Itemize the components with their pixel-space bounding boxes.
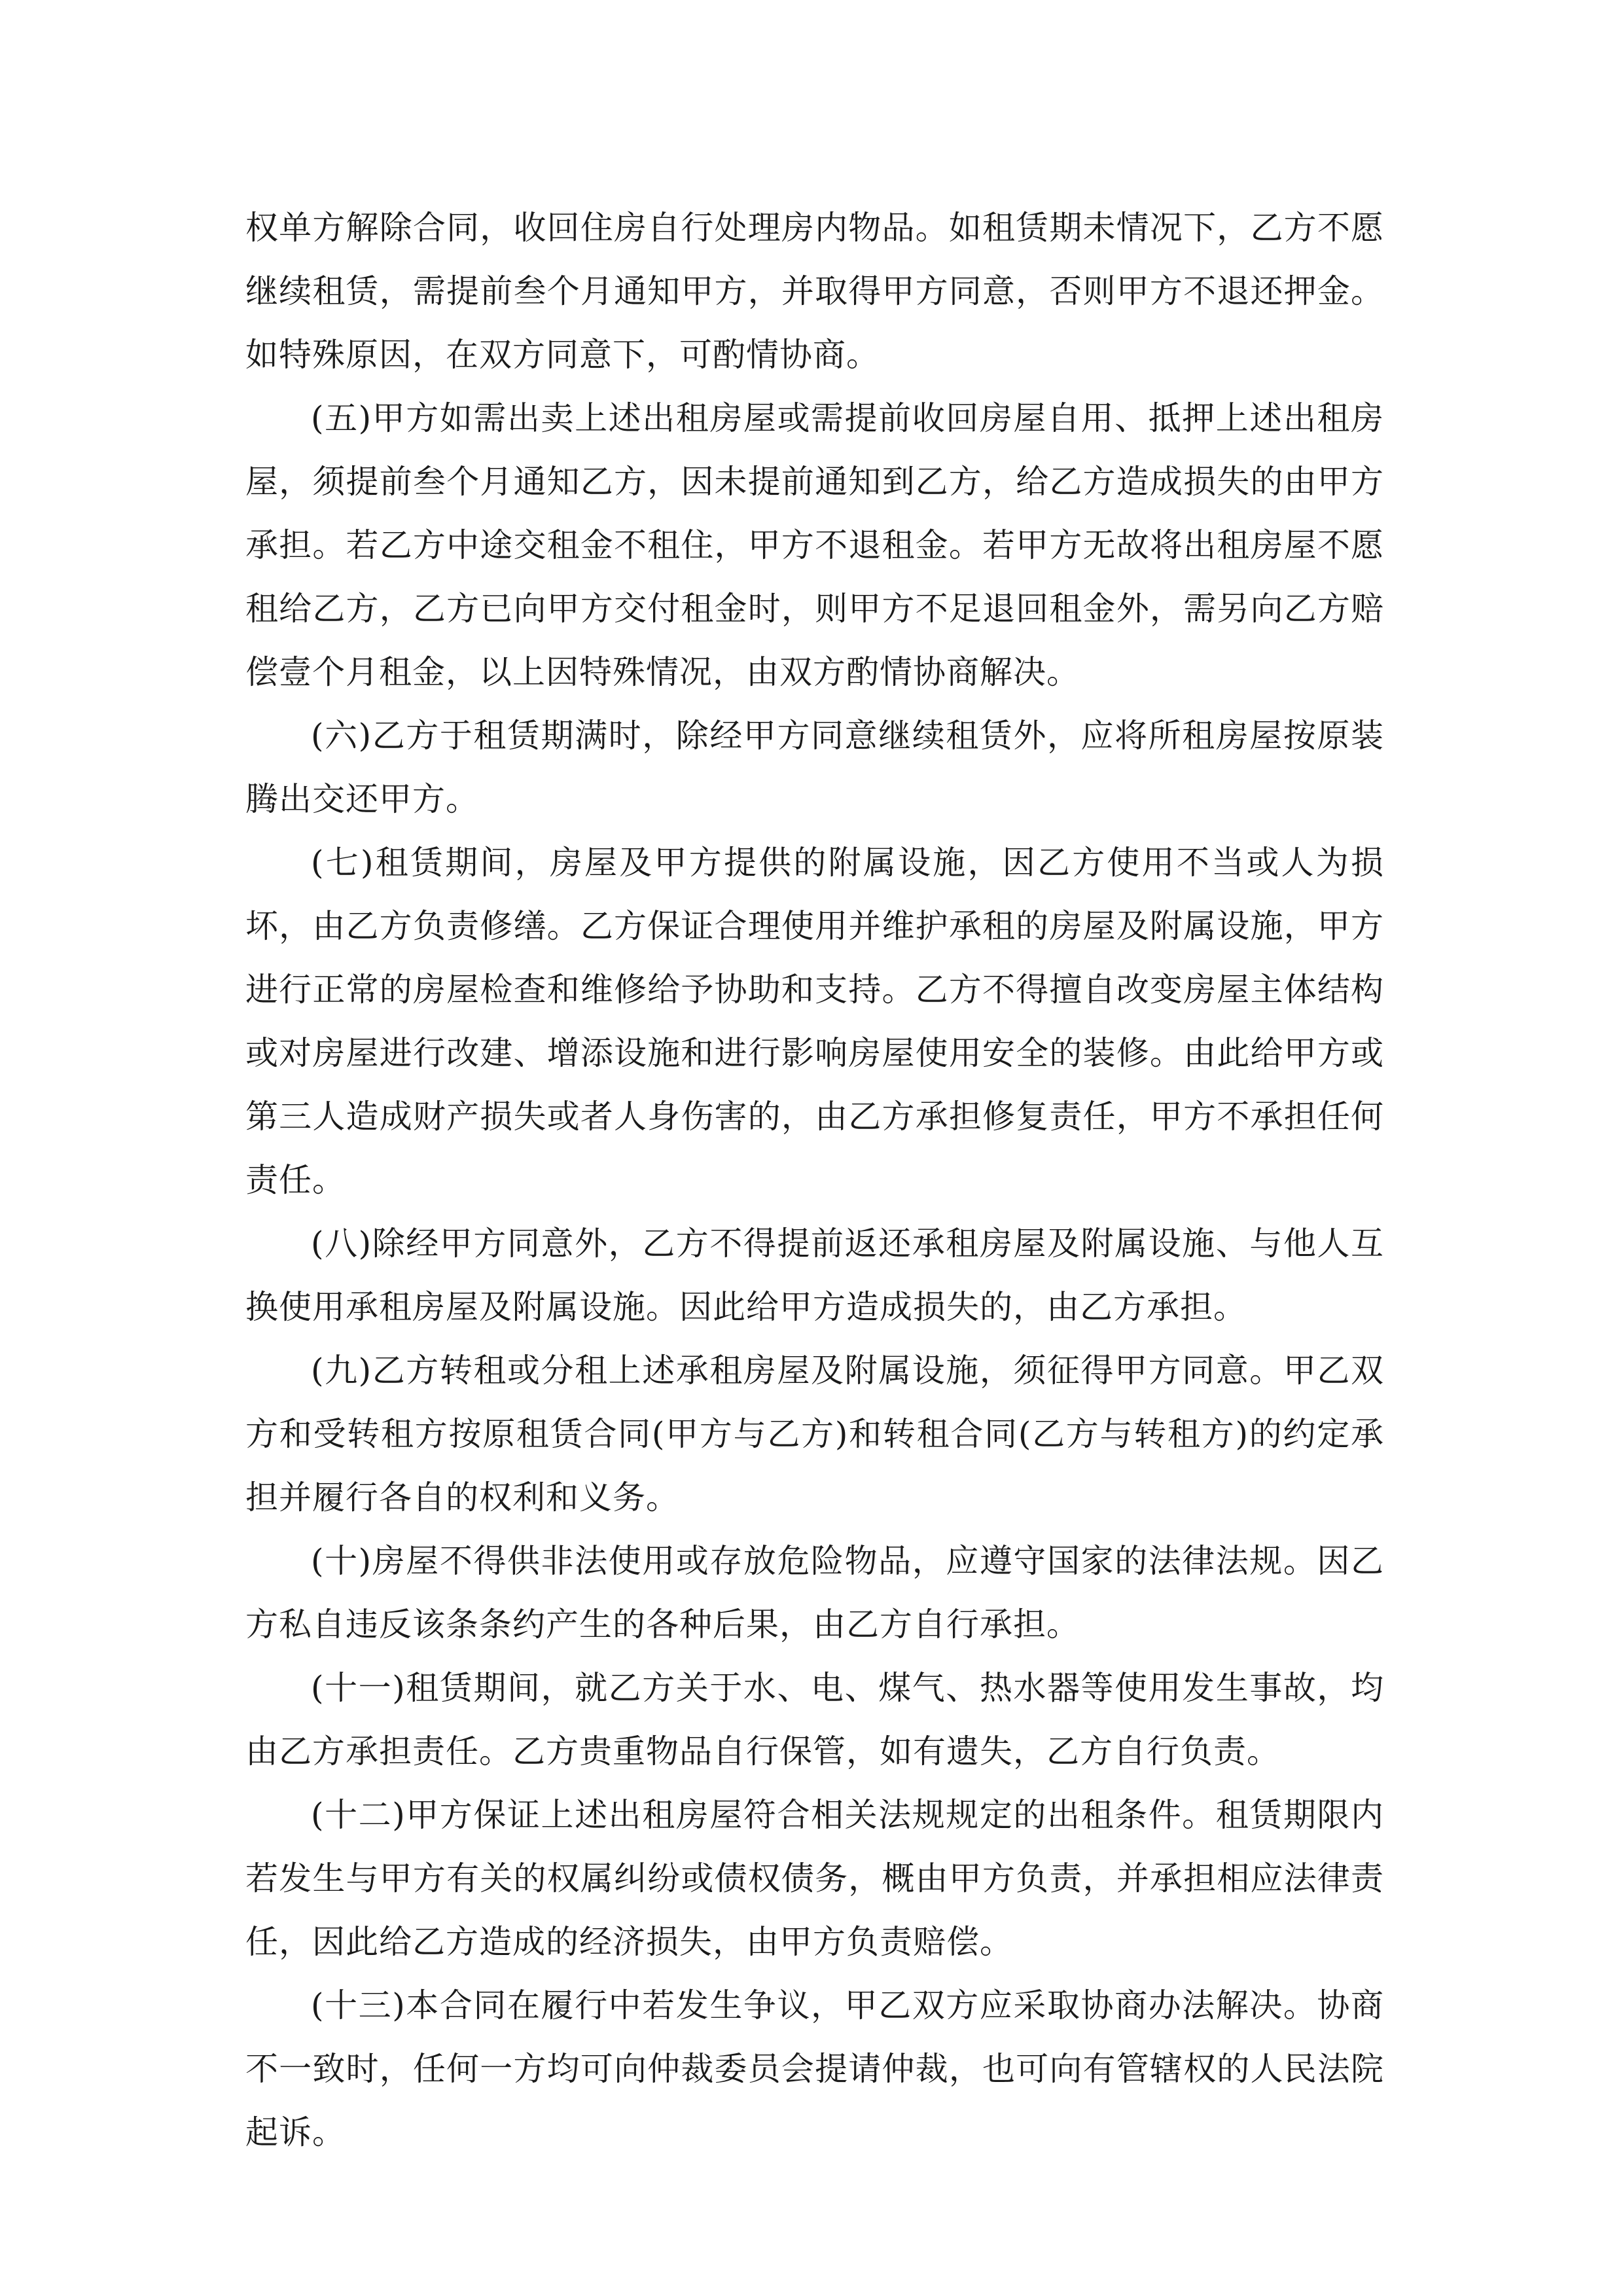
clause-6: (六)乙方于租赁期满时，除经甲方同意继续租赁外，应将所租房屋按原装腾出交还甲方。 xyxy=(245,717,1384,818)
clause-7: (七)租赁期间，房屋及甲方提供的附属设施，因乙方使用不当或人为损坏，由乙方负责修缮。乙方保证合理使用并维护承租的房屋及附属设施，甲方进行正常的房屋检查和维修给予协助和支持。乙方不得擅自改变房屋主体结构或对房屋进行改建、增添设施和进行影响房屋使用安全的装修。由此给甲方或第三人造成财产损失或者人身伤害的，由乙方承担修复责任，甲方不承担任何责任。 xyxy=(245,844,1384,1199)
clause-8: (八)除经甲方同意外，乙方不得提前返还承租房屋及附属设施、与他人互换使用承租房屋及附属设施。因此给甲方造成损失的，由乙方承担。 xyxy=(245,1225,1384,1326)
clause-12: (十二)甲方保证上述出租房屋符合相关法规规定的出租条件。租赁期限内若发生与甲方有关的权属纠纷或债权债务，概由甲方负责，并承担相应法律责任，因此给乙方造成的经济损失，由甲方负责赔偿。 xyxy=(245,1796,1384,1961)
clause-11: (十一)租赁期间，就乙方关于水、电、煤气、热水器等使用发生事故，均由乙方承担责任。乙方贵重物品自行保管，如有遗失，乙方自行负责。 xyxy=(245,1669,1384,1770)
clause-13: (十三)本合同在履行中若发生争议，甲乙双方应采取协商办法解决。协商不一致时，任何一方均可向仲裁委员会提请仲裁，也可向有管辖权的人民法院起诉。 xyxy=(245,1986,1384,2151)
contract-body xyxy=(245,196,1384,2164)
paragraph-continuation: 权单方解除合同，收回住房自行处理房内物品。如租赁期未情况下，乙方不愿继续租赁，需提前叁个月通知甲方，并取得甲方同意，否则甲方不退还押金。如特殊原因，在双方同意下，可酌情协商。 xyxy=(245,209,1384,374)
clause-10: (十)房屋不得供非法使用或存放危险物品，应遵守国家的法律法规。因乙方私自违反该条条约产生的各种后果，由乙方自行承担。 xyxy=(245,1542,1384,1643)
clause-5: (五)甲方如需出卖上述出租房屋或需提前收回房屋自用、抵押上述出租房屋，须提前叁个月通知乙方，因未提前通知到乙方，给乙方造成损失的由甲方承担。若乙方中途交租金不租住，甲方不退租金。若甲方无故将出租房屋不愿租给乙方，乙方已向甲方交付租金时，则甲方不足退回租金外，需另向乙方赔偿壹个月租金，以上因特殊情况，由双方酌情协商解决。 xyxy=(245,399,1384,691)
clause-9: (九)乙方转租或分租上述承租房屋及附属设施，须征得甲方同意。甲乙双方和受转租方按原租赁合同(甲方与乙方)和转租合同(乙方与转租方)的约定承担并履行各自的权利和义务。 xyxy=(245,1352,1384,1516)
